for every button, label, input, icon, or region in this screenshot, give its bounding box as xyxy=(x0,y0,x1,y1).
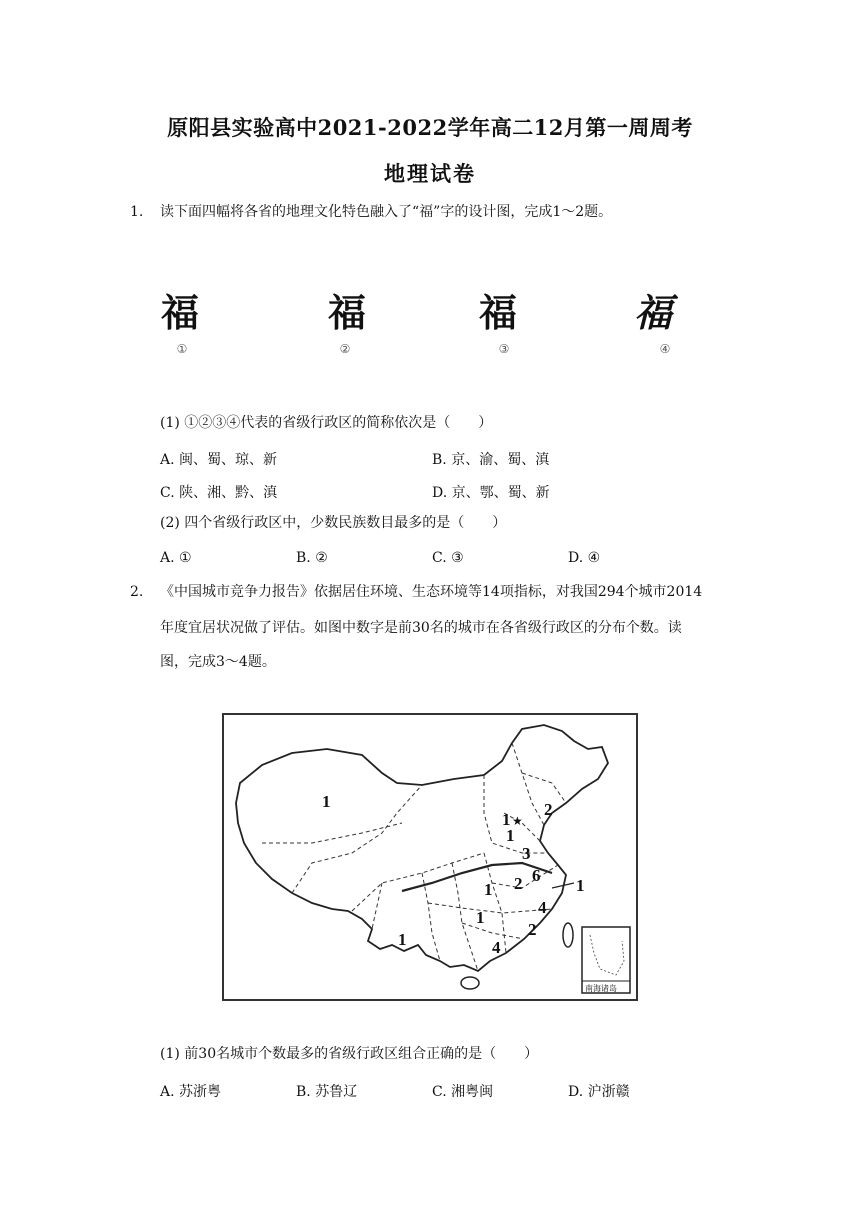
map-number: 4 xyxy=(492,938,501,957)
question-2-stem-line2: 年度宜居状况做了评估。如图中数字是前30名的城市在各省级行政区的分布个数。读 xyxy=(160,620,682,636)
map-number: 2 xyxy=(528,920,537,939)
question-2-number: 2. xyxy=(130,584,144,600)
q1-sub2-option-c: C. ③ xyxy=(432,550,464,566)
question-2-stem-line1: 《中国城市竞争力报告》依据居住环境、生态环境等14项指标，对我国294个城市2014 xyxy=(160,584,703,600)
map-number: 6 xyxy=(532,866,541,885)
inset-label: 南海诸岛 xyxy=(585,984,617,993)
fu-design-2: 福 xyxy=(327,290,366,335)
q1-sub1-option-c: C. 陕、湘、黔、滇 xyxy=(160,485,278,501)
q1-sub1-option-a: A. 闽、蜀、琼、新 xyxy=(160,452,278,468)
q1-sub2-stem: (2) 四个省级行政区中，少数民族数目最多的是（ ） xyxy=(160,515,507,531)
q2-sub1-option-a: A. 苏浙粤 xyxy=(160,1084,222,1100)
q1-sub1-stem: (1) ①②③④代表的省级行政区的简称依次是（ ） xyxy=(160,415,493,431)
q1-sub2-option-a: A. ① xyxy=(160,550,192,566)
question-1-stem: 读下面四幅将各省的地理文化特色融入了“福”字的设计图，完成1～2题。 xyxy=(160,204,613,220)
q2-sub1-option-d: D. 沪浙赣 xyxy=(568,1084,630,1100)
q2-sub1-option-c: C. 湘粤闽 xyxy=(432,1084,494,1100)
map-number: 1 xyxy=(576,876,585,895)
fu-label-4: ④ xyxy=(659,342,671,356)
fu-label-1: ① xyxy=(176,342,188,356)
q1-sub2-option-d: D. ④ xyxy=(568,550,601,566)
question-1-number: 1. xyxy=(130,204,144,220)
question-2-stem-line3: 图，完成3～4题。 xyxy=(160,654,276,670)
q2-sub1-stem: (1) 前30名城市个数最多的省级行政区组合正确的是（ ） xyxy=(160,1046,539,1062)
map-number: 1 xyxy=(502,810,511,829)
map-number: 2 xyxy=(544,800,553,819)
map-number: 1 xyxy=(506,826,515,845)
map-number: 1 xyxy=(476,908,485,927)
map-number: 3 xyxy=(522,844,531,863)
map-number: 2 xyxy=(514,874,523,893)
fu-design-1: 福 xyxy=(160,291,199,335)
fu-label-3: ③ xyxy=(498,342,510,356)
map-number: 4 xyxy=(538,898,547,917)
q1-sub1-option-d: D. 京、鄂、蜀、新 xyxy=(432,485,550,501)
map-number: 1 xyxy=(398,930,407,949)
beijing-star: ★ xyxy=(512,814,523,828)
fu-label-2: ② xyxy=(339,342,351,356)
q2-sub1-option-b: B. 苏鲁辽 xyxy=(296,1084,358,1100)
map-number: 1 xyxy=(322,792,331,811)
exam-title-line1: 原阳县实验高中2021-2022学年高二12月第一周周考 xyxy=(167,115,693,140)
china-map-figure xyxy=(222,713,638,1001)
q1-sub2-option-b: B. ② xyxy=(296,550,328,566)
map-number: 1 xyxy=(484,880,493,899)
q1-sub1-option-b: B. 京、渝、蜀、滇 xyxy=(432,452,550,468)
fu-design-3: 福 xyxy=(478,290,517,335)
fu-design-4: 福 xyxy=(633,290,672,335)
exam-title-line2: 地理试卷 xyxy=(384,161,476,186)
